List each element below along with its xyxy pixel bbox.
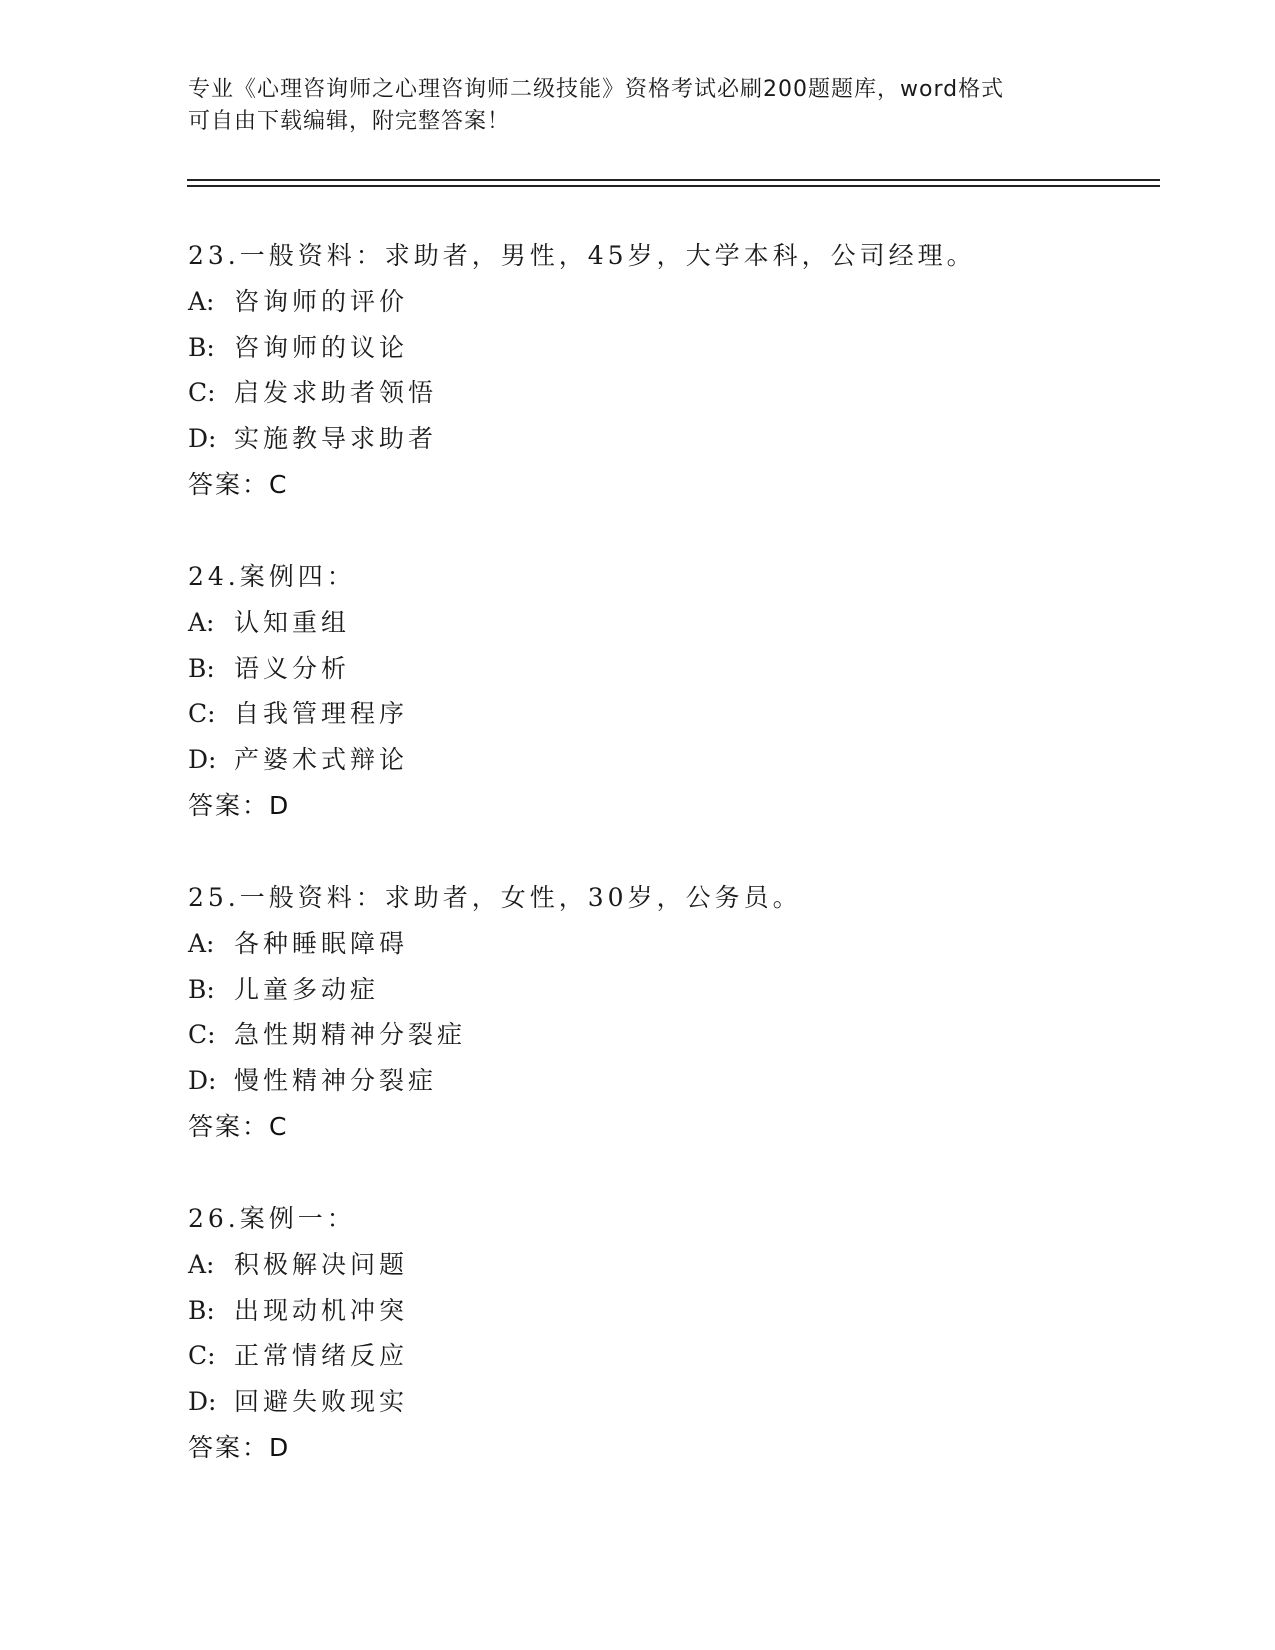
- option-c: [188, 1333, 1128, 1379]
- option-text: 慢性精神分裂症: [234, 1066, 438, 1096]
- answer: 答案：C: [188, 469, 289, 499]
- answer: 答案：D: [188, 1432, 291, 1462]
- option-letter: D:: [188, 745, 217, 775]
- question-25: [188, 875, 1128, 1150]
- option-letter: C:: [188, 378, 216, 408]
- header-divider-top: [187, 179, 1160, 181]
- option-text: 认知重组: [234, 607, 351, 637]
- option-b: [188, 1288, 1128, 1334]
- option-b: [188, 325, 1128, 371]
- option-letter: A:: [188, 286, 215, 316]
- option-d: [188, 1058, 1128, 1104]
- option-text: 咨询师的议论: [234, 332, 409, 362]
- option-d: [188, 1379, 1128, 1425]
- option-text: 各种睡眠障碍: [234, 928, 409, 958]
- header-line-1: 专业《心理咨询师之心理咨询师二级技能》资格考试必刷200题题库，word格式: [188, 77, 1005, 102]
- option-text: 语义分析: [234, 653, 351, 683]
- option-text: 急性期精神分裂症: [234, 1020, 467, 1050]
- answer: 答案：C: [188, 1111, 289, 1141]
- option-letter: C:: [188, 699, 216, 729]
- option-letter: B:: [188, 653, 215, 683]
- option-letter: B:: [188, 332, 215, 362]
- option-a: [188, 279, 1128, 325]
- option-c: [188, 1012, 1128, 1058]
- header-line-2: 可自由下载编辑，附完整答案！: [188, 109, 511, 134]
- question-stem: 26.案例一：: [188, 1204, 356, 1233]
- option-text: 儿童多动症: [234, 974, 380, 1004]
- option-letter: B:: [188, 1295, 215, 1325]
- option-text: 积极解决问题: [234, 1249, 409, 1279]
- option-a: [188, 600, 1128, 646]
- option-b: [188, 646, 1128, 692]
- answer: 答案：D: [188, 790, 291, 820]
- option-letter: A:: [188, 1249, 215, 1279]
- question-stem: 23.一般资料：求助者，男性，45岁，大学本科，公司经理。: [188, 241, 976, 270]
- option-d: [188, 416, 1128, 462]
- option-a: [188, 921, 1128, 967]
- option-text: 自我管理程序: [234, 699, 409, 729]
- option-letter: D:: [188, 1066, 217, 1096]
- option-text: 产婆术式辩论: [234, 745, 409, 775]
- option-letter: D:: [188, 424, 217, 454]
- question-26: [188, 1196, 1128, 1471]
- option-letter: C:: [188, 1020, 216, 1050]
- option-letter: D:: [188, 1387, 217, 1417]
- option-c: [188, 691, 1128, 737]
- option-d: [188, 737, 1128, 783]
- option-text: 实施教导求助者: [234, 424, 438, 454]
- question-stem: 25.一般资料：求助者，女性，30岁，公务员。: [188, 883, 802, 912]
- option-text: 启发求助者领悟: [234, 378, 438, 408]
- option-text: 回避失败现实: [234, 1387, 409, 1417]
- question-23: [188, 233, 1128, 508]
- option-letter: A:: [188, 928, 215, 958]
- option-letter: B:: [188, 974, 215, 1004]
- option-text: 正常情绪反应: [234, 1341, 409, 1371]
- question-24: [188, 554, 1128, 829]
- option-text: 咨询师的评价: [234, 286, 409, 316]
- option-b: [188, 967, 1128, 1013]
- option-c: [188, 370, 1128, 416]
- option-text: 出现动机冲突: [234, 1295, 409, 1325]
- document-header: [188, 74, 1088, 138]
- option-a: [188, 1242, 1128, 1288]
- option-letter: A:: [188, 607, 215, 637]
- option-letter: C:: [188, 1341, 216, 1371]
- header-divider-bottom: [187, 185, 1160, 187]
- question-stem: 24.案例四：: [188, 562, 356, 591]
